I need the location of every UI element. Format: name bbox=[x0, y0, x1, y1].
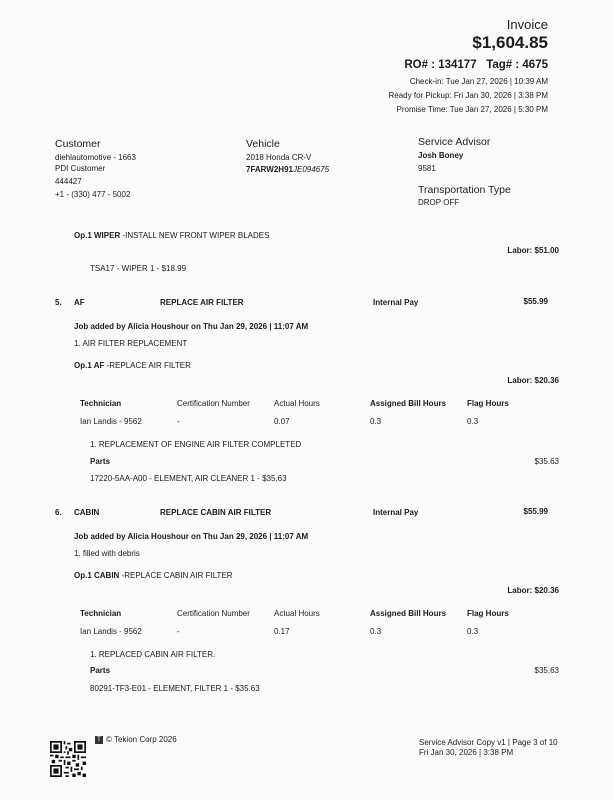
vehicle-vin bbox=[246, 165, 329, 174]
part-line: 17220-5AA-A00 - ELEMENT, AIR CLEANER 1 - $35.63 bbox=[90, 474, 287, 483]
op-desc: -REPLACE AIR FILTER bbox=[104, 361, 191, 370]
parts-label: Parts bbox=[90, 666, 111, 675]
op-line bbox=[74, 361, 191, 370]
completion-note: 1. REPLACEMENT OF ENGINE AIR FILTER COMPLETED bbox=[90, 440, 302, 449]
tech-name: Ian Landis - 9562 bbox=[80, 417, 142, 426]
advisor-title: Service Advisor bbox=[418, 136, 491, 148]
prev-op-desc: -INSTALL NEW FRONT WIPER BLADES bbox=[120, 231, 270, 240]
prev-op-line bbox=[74, 231, 269, 240]
job-number: 6. bbox=[55, 508, 62, 517]
op-code: Op.1 CABIN bbox=[74, 571, 120, 580]
promise-time: Promise Time: Tue Jan 27, 2026 | 5:30 PM bbox=[396, 105, 548, 114]
th-assigned: Assigned Bill Hours bbox=[370, 399, 447, 408]
advisor-id: 9581 bbox=[418, 164, 436, 173]
th-technician: Technician bbox=[80, 399, 122, 408]
tech-name: Ian Landis - 9562 bbox=[80, 627, 142, 636]
job-added: Job added by Alicia Houshour on Thu Jan 29, 2026 | 11:07 AM bbox=[74, 532, 309, 541]
th-certification: Certification Number bbox=[177, 609, 250, 618]
job-pay-type: Internal Pay bbox=[373, 298, 419, 307]
op-desc: -REPLACE CABIN AIR FILTER bbox=[119, 571, 233, 580]
invoice-label: Invoice bbox=[506, 17, 548, 32]
job-pay-type: Internal Pay bbox=[373, 508, 419, 517]
job-title: REPLACE AIR FILTER bbox=[160, 298, 244, 307]
flag-hours: 0.3 bbox=[467, 417, 479, 426]
tag-number: Tag# : 4675 bbox=[486, 59, 548, 71]
th-actual: Actual Hours bbox=[274, 399, 320, 408]
job-amount: $55.99 bbox=[523, 507, 548, 516]
job-title: REPLACE CABIN AIR FILTER bbox=[160, 508, 272, 517]
vin-end: JE094675 bbox=[292, 165, 330, 174]
th-actual: Actual Hours bbox=[274, 609, 320, 618]
assigned-hours: 0.3 bbox=[370, 627, 382, 636]
job-number: 5. bbox=[55, 298, 62, 307]
job-code: CABIN bbox=[74, 508, 100, 517]
customer-name: diehlautomotive - 1663 bbox=[55, 153, 136, 162]
footer-copy-info: Service Advisor Copy v1 | Page 3 of 10 bbox=[419, 738, 558, 747]
completion-note: 1. REPLACED CABIN AIR FILTER. bbox=[90, 650, 216, 659]
prev-part-line: TSA17 - WIPER 1 - $18.99 bbox=[90, 264, 187, 273]
transport-title: Transportation Type bbox=[418, 184, 511, 196]
ready-pickup-time: Ready for Pickup: Fri Jan 30, 2026 | 3:38 PM bbox=[388, 91, 548, 100]
assigned-hours: 0.3 bbox=[370, 417, 382, 426]
tekion-logo-icon: T bbox=[95, 736, 103, 744]
transport-value: DROP OFF bbox=[418, 198, 460, 207]
parts-amount: $35.63 bbox=[534, 457, 559, 466]
tech-cert: - bbox=[177, 417, 180, 426]
prev-op-code: Op.1 WIPER bbox=[74, 231, 121, 240]
footer-brand bbox=[95, 735, 177, 744]
customer-id: 444427 bbox=[55, 177, 82, 186]
footer-printed-time: Fri Jan 30, 2026 | 3:38 PM bbox=[419, 748, 514, 757]
tech-cert: - bbox=[177, 627, 180, 636]
th-flag: Flag Hours bbox=[467, 399, 509, 408]
th-certification: Certification Number bbox=[177, 399, 250, 408]
check-in-time: Check-in: Tue Jan 27, 2026 | 10:39 AM bbox=[409, 77, 548, 86]
op-line bbox=[74, 571, 233, 580]
ro-tag-line bbox=[404, 59, 548, 71]
job-amount: $55.99 bbox=[523, 297, 548, 306]
customer-title: Customer bbox=[55, 138, 101, 150]
customer-type: PDI Customer bbox=[55, 164, 106, 173]
flag-hours: 0.3 bbox=[467, 627, 479, 636]
job-code: AF bbox=[74, 298, 85, 307]
job-added: Job added by Alicia Houshour on Thu Jan 29, 2026 | 11:07 AM bbox=[74, 322, 309, 331]
actual-hours: 0.07 bbox=[274, 417, 290, 426]
invoice-total: $1,604.85 bbox=[472, 33, 548, 52]
customer-phone: +1 - (330) 477 - 5002 bbox=[55, 190, 131, 199]
qr-code bbox=[50, 741, 86, 777]
labor-amount: Labor: $20.36 bbox=[507, 586, 559, 595]
ro-number: RO# : 134177 bbox=[404, 59, 477, 71]
th-assigned: Assigned Bill Hours bbox=[370, 609, 447, 618]
vehicle-model: 2018 Honda CR-V bbox=[246, 153, 312, 162]
vehicle-title: Vehicle bbox=[246, 138, 280, 150]
actual-hours: 0.17 bbox=[274, 627, 290, 636]
prev-labor: Labor: $51.00 bbox=[507, 246, 559, 255]
advisor-name: Josh Boney bbox=[418, 151, 464, 160]
footer-copyright: © Tekion Corp 2026 bbox=[106, 735, 177, 744]
vin-start: 7FARW2H91 bbox=[246, 165, 293, 174]
parts-label: Parts bbox=[90, 457, 111, 466]
job-note: 1. AIR FILTER REPLACEMENT bbox=[74, 339, 188, 348]
parts-amount: $35.63 bbox=[534, 666, 559, 675]
labor-amount: Labor: $20.36 bbox=[507, 376, 559, 385]
op-code: Op.1 AF bbox=[74, 361, 105, 370]
part-line: 80291-TF3-E01 - ELEMENT, FILTER 1 - $35.63 bbox=[90, 684, 260, 693]
th-technician: Technician bbox=[80, 609, 122, 618]
job-note: 1. filled with debris bbox=[74, 549, 140, 558]
th-flag: Flag Hours bbox=[467, 609, 509, 618]
